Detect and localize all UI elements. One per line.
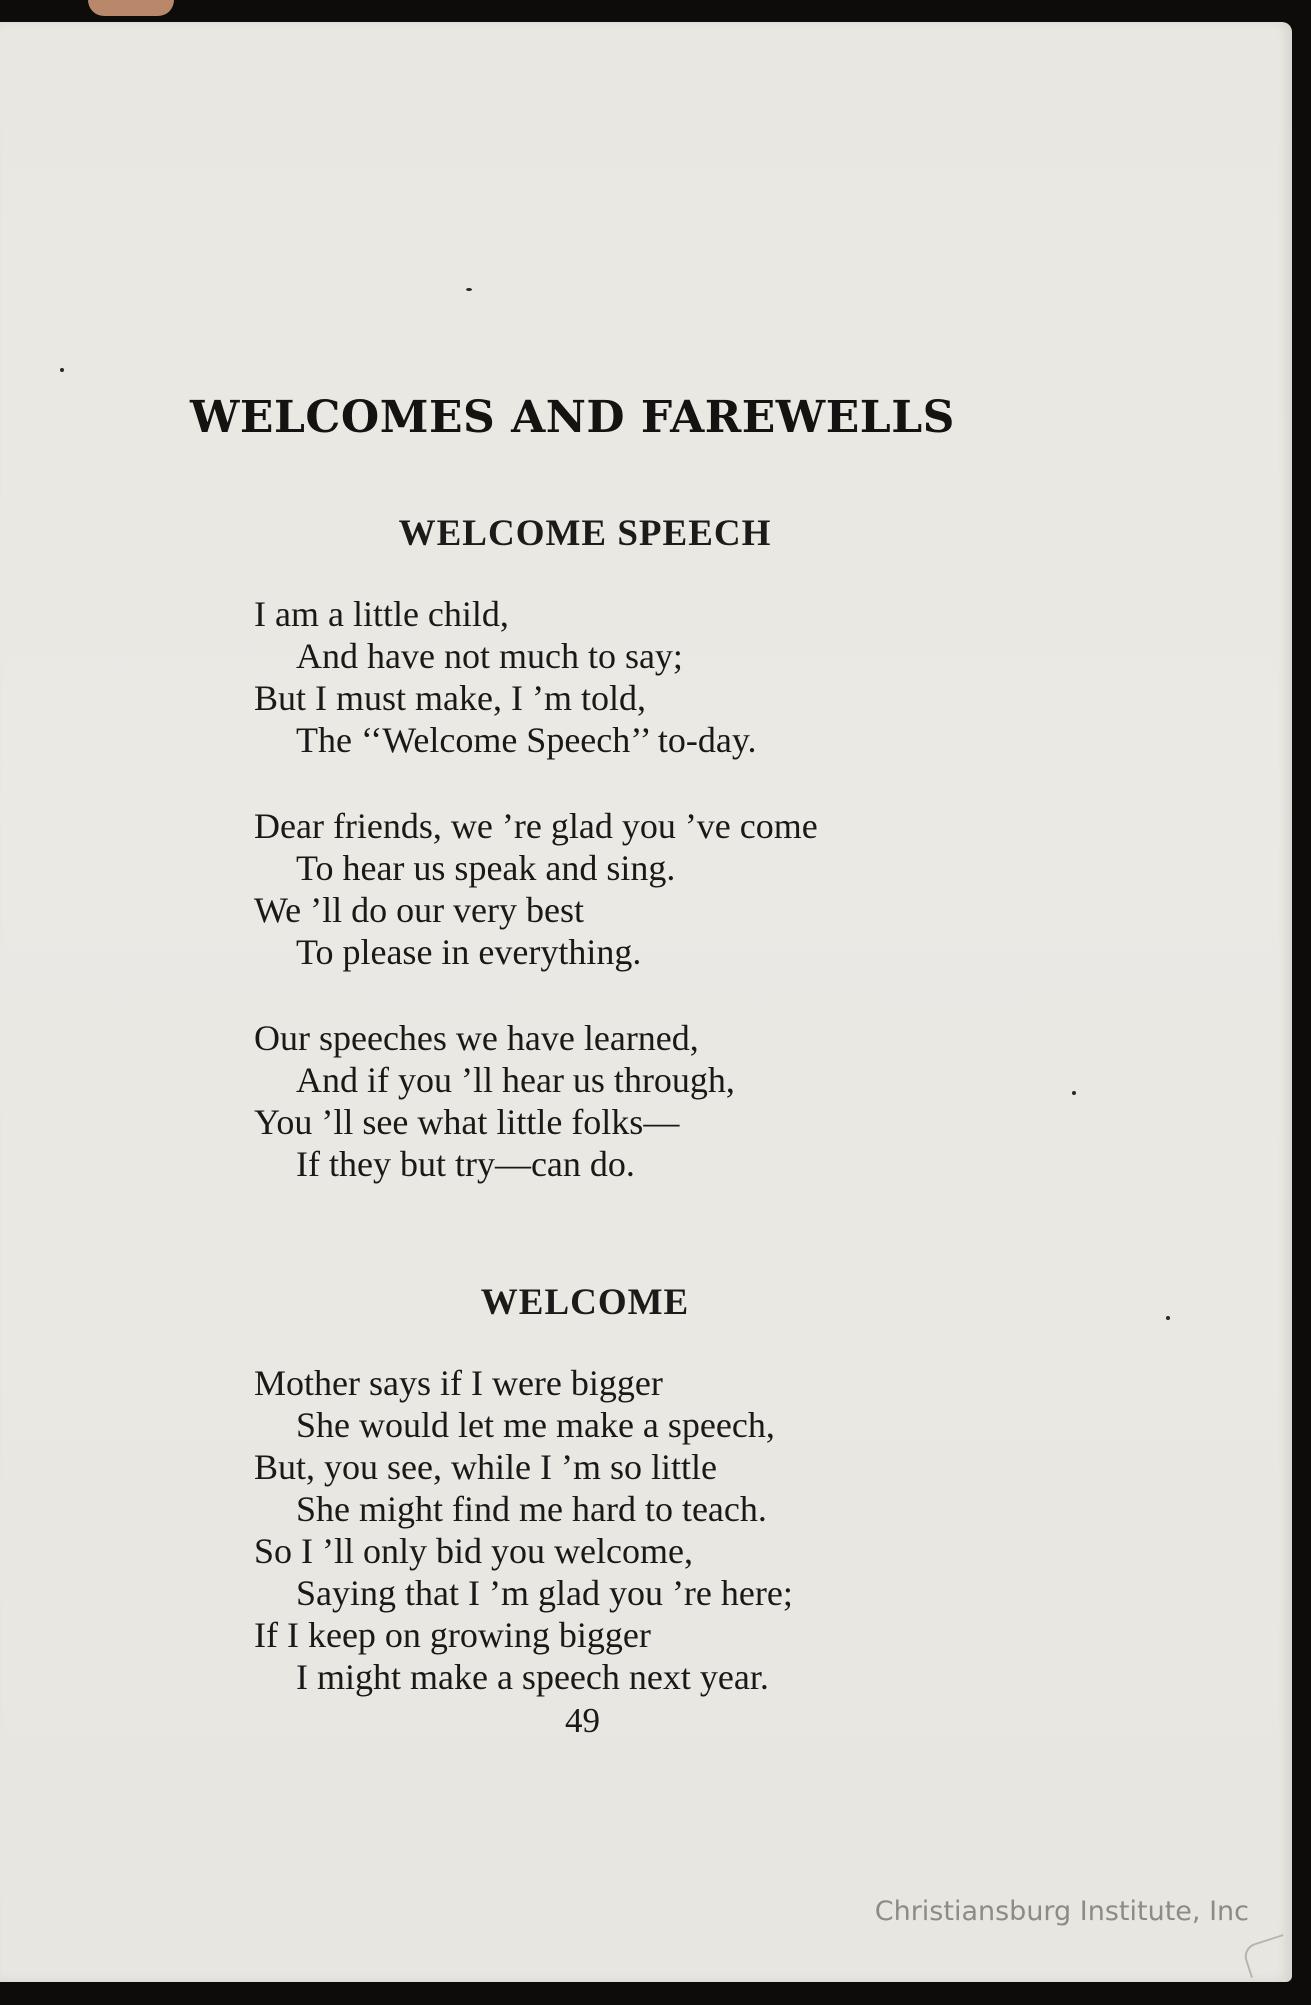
verse-line: To please in everything.: [296, 932, 642, 972]
page-number: 49: [565, 1701, 600, 1740]
stanza-welcome-speech-3: [254, 1017, 735, 1185]
verse-line: She would let me make a speech,: [296, 1405, 775, 1445]
paper-speck: [1072, 1091, 1076, 1095]
verse-line: So I ’ll only bid you welcome,: [254, 1531, 693, 1571]
watermark: Christiansburg Institute, Inc: [874, 1896, 1249, 1927]
verse-line: You ’ll see what little folks—: [254, 1102, 680, 1142]
verse-line: Our speeches we have learned,: [254, 1018, 699, 1058]
verse-line: Dear friends, we ’re glad you ’ve come: [254, 806, 818, 846]
paper-speck: [466, 288, 472, 291]
stanza-welcome-speech-1: [254, 593, 757, 761]
paper-speck: [60, 368, 64, 372]
stanza-welcome-speech-2: [254, 805, 818, 973]
verse-line: We ’ll do our very best: [254, 890, 585, 930]
verse-line: But I must make, I ’m told,: [254, 678, 646, 718]
verse-line: If I keep on growing bigger: [254, 1615, 651, 1655]
verse-line: To hear us speak and sing.: [296, 848, 676, 888]
stanza-welcome-1: [254, 1362, 793, 1698]
verse-line: And have not much to say;: [296, 636, 683, 676]
verse-line: But, you see, while I ’m so little: [254, 1447, 717, 1487]
section-title-welcome-speech: WELCOME SPEECH: [398, 513, 772, 554]
verse-line: Mother says if I were bigger: [254, 1363, 663, 1403]
verse-line: The ‘‘Welcome Speech’’ to-day.: [296, 720, 757, 760]
paper-tab-mark: [88, 0, 174, 16]
verse-line: I might make a speech next year.: [296, 1657, 769, 1697]
verse-line: And if you ’ll hear us through,: [296, 1060, 735, 1100]
verse-line: She might find me hard to teach.: [296, 1489, 767, 1529]
section-title-welcome: WELCOME: [480, 1282, 690, 1323]
verse-line: Saying that I ’m glad you ’re here;: [296, 1573, 793, 1613]
verse-line: If they but try—can do.: [296, 1144, 635, 1184]
verse-line: I am a little child,: [254, 594, 509, 634]
page-title: WELCOMES AND FAREWELLS: [190, 392, 955, 443]
